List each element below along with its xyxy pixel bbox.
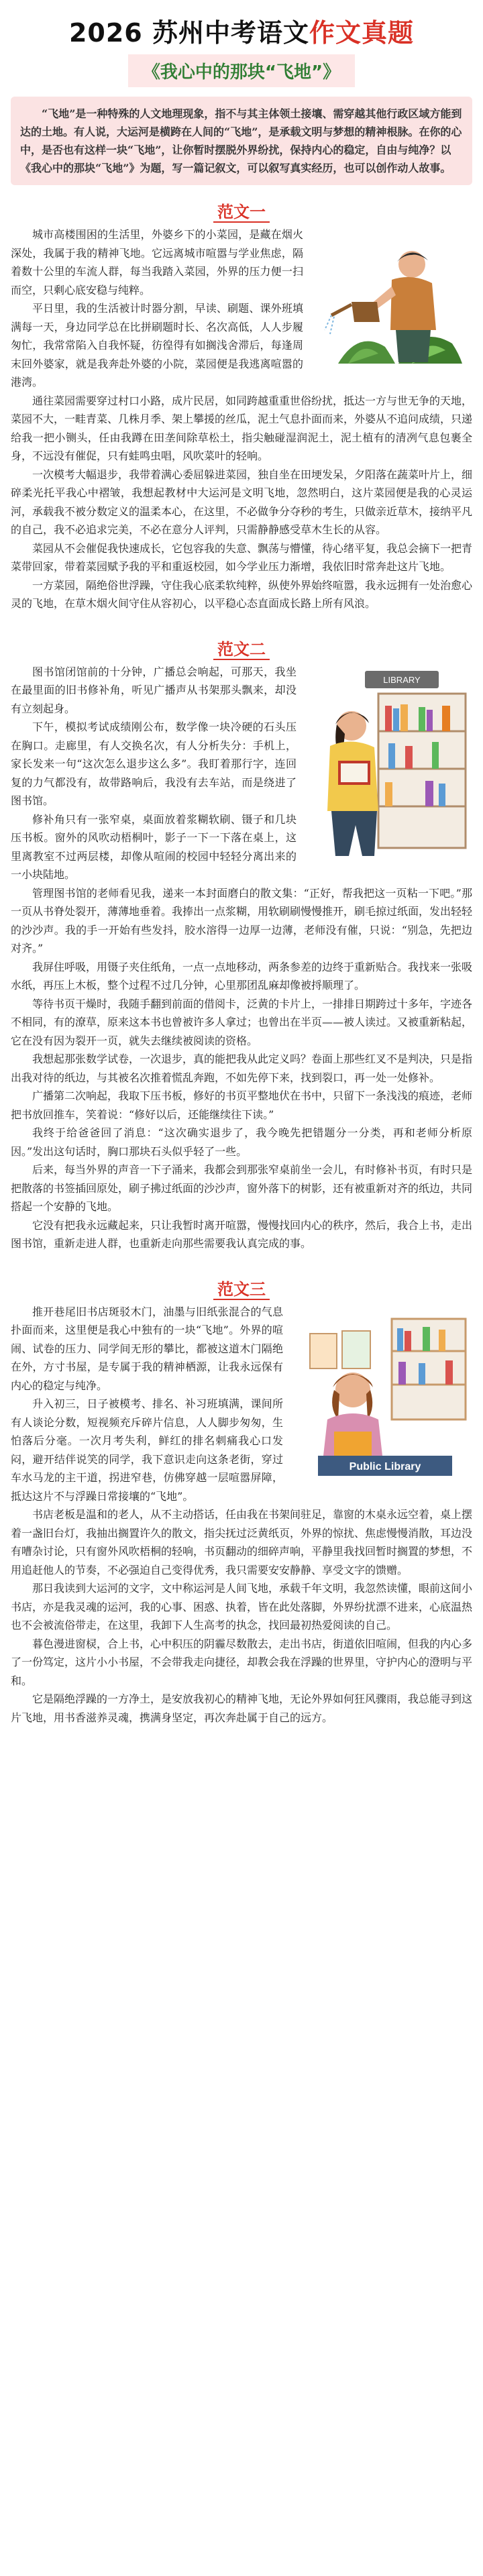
paragraph: 它没有把我永远藏起来，只让我暂时离开喧嚣，慢慢找回内心的秩序，然后，我合上书，走出图书馆，重新走进人群，也重新走向那些需要我认真完成的事。 bbox=[11, 1218, 473, 1250]
paragraph: 平日里，我的生活被计时器分割，早读、刷题、课外班填满每一天，身边同学总在比拼刷题时长、名次高低，人人步履匆忙，我常常陷入自我怀疑，彷徨得有如搁浅舍滞后，每逢周末回外婆家，就是我奔赴外婆的小院，菜园便是我逃离喧嚣的港湾。 bbox=[11, 302, 303, 388]
public-library-banner-text: Public Library bbox=[349, 1460, 421, 1472]
library-reader-illustration bbox=[305, 667, 472, 861]
prompt-box: “飞地”是一种特殊的人文地理现象，指不与其主体领土接壤、需穿越其他行政区域方能到达的土地。有人说，大运河是横跨在人间的“飞地”，是承载文明与梦想的精神根脉。在你的心中，是否也有这样一块“飞地”，让你暂时摆脱外界纷扰，保持内心的稳定，自由与纯净？以《我心中的那块“飞地”》为题，写一篇记叙文，可以叙写真实经历，也可以创作动人故事。 bbox=[11, 97, 472, 185]
essay-body bbox=[11, 225, 472, 613]
paragraph: 通往菜园需要穿过村口小路，成片民居，如同跨越重重世俗纷扰，抵达一方与世无争的天地，菜园不大，一畦青菜、几株月季、架上攀援的丝瓜，泥土气息扑面而来，外婆从不追问成绩，只递给我一把小铡头，任由我蹲在田垄间除草松土，指尖触碰湿润泥土，泥土植有的清冽气息包裹全身，不远没有催促，只有蛙鸣虫唱，风吹菜叶的轻响。 bbox=[11, 394, 473, 462]
header bbox=[0, 0, 483, 87]
section-sample-3 bbox=[11, 1276, 472, 1727]
essay-topic: 《我心中的那块“飞地”》 bbox=[128, 54, 355, 87]
paragraph: 推开巷尾旧书店斑驳木门，油墨与旧纸张混合的气息扑面而来，这里便是我心中独有的一块“飞地”。外界的喧闹、试卷的压力、同学间无形的攀比，都被这道木门隔绝在外，方寸书屋，是专属于我的精神栖源，让我永远保有内心的稳定与纯净。 bbox=[11, 1305, 283, 1392]
paragraph: 图书馆闭馆前的十分钟，广播总会响起，可那天，我坐在最里面的旧书修补角，听见广播声从书架那头飘来，却没有立刻起身。 bbox=[11, 665, 297, 715]
section-sample-2 bbox=[11, 636, 472, 1253]
paragraph: 我想起那张数学试卷，一次退步，真的能把我从此定义吗？卷面上那些红叉不是判决，只是指出我对待的纸边，与其被名次推着慌乱奔跑，不如先停下来，找到裂口，再一处一处修补。 bbox=[11, 1053, 473, 1084]
paragraph: 升入初三，日子被模考、排名、补习班填满，课间所有人谈论分数，短视频充斥碎片信息，人人脚步匆匆，生怕落后分毫。一次月考失利，鲜红的排名刺痛我心口发闷，避开结伴说笑的同学，我下意识走向这条老街，穿过车水马龙的主干道，拐进窄巷，仿佛穿越一层喧嚣屏障，抵达这片不与浮躁日常接壤的“飞地”。 bbox=[11, 1397, 283, 1503]
paragraph: 后来，每当外界的声音一下子涌来，我都会到那张窄桌前坐一会儿，有时修补书页，有时只是把散落的书签插回原处，刷子拂过纸面的沙沙声，窗外落下的树影，还有被重新对齐的纸边，共同搭起一个安静的飞地。 bbox=[11, 1163, 473, 1213]
paragraph: 一次模考大幅退步，我带着满心委屈躲进菜园，独自坐在田埂发呆，夕阳落在蔬菜叶片上，细碎柔光托平我心中褶皱，我想起教材中大运河是文明飞地，忽然明白，这片菜园便是我的心灵运河，承载我不被分数定义的温柔本心，在这里，不必做争分夺秒的考生，只做亲近草木，接纳平凡的自己，我不必追求完美，不必在意分人评判，只需静静感受草木生长的从容。 bbox=[11, 468, 473, 536]
paragraph: 那日我读到大运河的文字，文中称运河是人间飞地，承载千年文明，我忽然读懂，眼前这间小书店，亦是我灵魂的运河，我的心事、困惑、执着，皆在此处落脚，外界纷扰漂不进来，心底温热也不会被流俗带走，在这里，我卸下人生高考的执念，找回最初热爱阅读的自己。 bbox=[11, 1582, 473, 1631]
page-title bbox=[0, 12, 483, 49]
library-sign-text: LIBRARY bbox=[383, 674, 421, 685]
title-accent: 作文真题 bbox=[309, 18, 414, 48]
essay-body bbox=[11, 1303, 472, 1727]
paragraph: 等待书页干燥时，我随手翻到前面的借阅卡，泛黄的卡片上，一排排日期跨过十多年，字迹各不相同，有的潦草，原来这本书也曾被许多人拿过；也曾出在半页——被人读过。又被重新粘起，它在没有因为裂开一页，就失去继续被阅读的资格。 bbox=[11, 997, 473, 1047]
essay-body bbox=[11, 663, 472, 1253]
paragraph: 下午，模拟考试成绩刚公布，数学像一块冷硬的石头压在胸口。走廊里，有人交换名次，有人分析失分：手机上，家长发来一句“这次怎么退步这么多”。我盯着那行字，连回复的力气都没有，故带路响后，我没有去车站，而是绕进了图书馆。 bbox=[11, 720, 297, 807]
paragraph: 菜园从不会催促我快速成长，它包容我的失意、飘荡与懵懂，待心绪平复，我总会摘下一把青菜带回家，带着菜园赋予我的平和重返校园，如今学业压力渐增，我依旧时常奔赴这片飞地。 bbox=[11, 541, 473, 573]
section-sample-1 bbox=[11, 199, 472, 613]
paragraph: 一方菜园，隔绝俗世浮躁，守住我心底柔软纯粹，纵使外界始终喧嚣，我永远拥有一处治愈心灵的飞地，在草木烟火间守住从容初心，以平稳心态直面成长路上所有风浪。 bbox=[11, 578, 473, 610]
section-title: 范文一 bbox=[213, 203, 270, 223]
section-title: 范文二 bbox=[213, 640, 270, 660]
paragraph: 管理图书馆的老师看见我，递来一本封面磨白的散文集：“正好，帮我把这一页粘一下吧。”那一页从书脊处裂开，薄薄地垂着。我捧出一点浆糊，用软刷刷慢慢推开，刷毛掠过纸面，发出轻轻的沙沙声。我的手一开始有些发抖，胶水溶得一边厚一边薄，老师没有催，只说：“别急，先把边对齐。” bbox=[11, 886, 473, 955]
paragraph: 修补角只有一张窄桌，桌面放着浆糊软刷、镊子和几块压书板。窗外的风吹动梧桐叶，影子一下一下落在桌上，这里离教室不过两层楼，却像从喧闹的校园中轻轻分离出来的一小块陆地。 bbox=[11, 812, 297, 881]
paragraph: 广播第二次响起，我取下压书板，修好的书页平整地伏在书中，只留下一条浅浅的痕迹，老师把书放回推车，笑着说：“修好以后，还能继续往下读。” bbox=[11, 1089, 473, 1121]
public-library-illustration bbox=[291, 1307, 472, 1488]
paragraph: 暮色漫进窗棂，合上书，心中积压的阴霾尽数散去，走出书店，街道依旧喧闹，但我的内心多了一份笃定，这片小小书屋，不会带我走向捷径，却教会我在浮躁的世界里，守护内心的澄明与平和。 bbox=[11, 1637, 473, 1687]
paragraph: 我终于给爸爸回了消息：“这次确实退步了，我今晚先把错题分一分类，再和老师分析原因。”发出这句话时，胸口那块石头似乎轻了一些。 bbox=[11, 1126, 472, 1158]
title-main: 2026 苏州中考语文 bbox=[68, 18, 309, 48]
paragraph: 书店老板是温和的老人，从不主动搭话，任由我在书架间驻足，靠窗的木桌永远空着，桌上摆着一盏旧台灯，我抽出搁置许久的散文，指尖抚过泛黄纸页，外界的惊扰、焦虑慢慢消散，耳边没有嘈杂讨论，只有窗外风吹梧桐的轻响，书页翻动的细碎声响，平静里我找回暂时搁置的梦想，不用追赶他人的节奏，不必强迫自己变得优秀，我只需要安安静静、享受文字的馈赠。 bbox=[11, 1508, 473, 1576]
paragraph: 我屏住呼吸，用镊子夹住纸角，一点一点地移动，两条参差的边终于重新贴合。我找来一张吸水纸，再压上木板，整个过程不过几分钟，心里那团乱麻却像被捋顺理了。 bbox=[11, 960, 473, 991]
paragraph: 它是隔绝浮躁的一方净土，是安放我初心的精神飞地，无论外界如何狂风骤雨，我总能寻到这片飞地，用书香滋养灵魂，携满身坚定，再次奔赴属于自己的远方。 bbox=[11, 1693, 473, 1724]
paragraph: 城市高楼围困的生活里，外婆乡下的小菜园，是藏在烟火深处，我属于我的精神飞地。它远离城市喧嚣与学业焦虑，隔着数十公里的车流人群，每当我踏入菜园，外界的压力便一扫而空，只剩心底安稳与纯粹。 bbox=[11, 228, 303, 297]
section-title: 范文三 bbox=[213, 1280, 270, 1300]
gardener-watering-illustration bbox=[311, 229, 472, 377]
